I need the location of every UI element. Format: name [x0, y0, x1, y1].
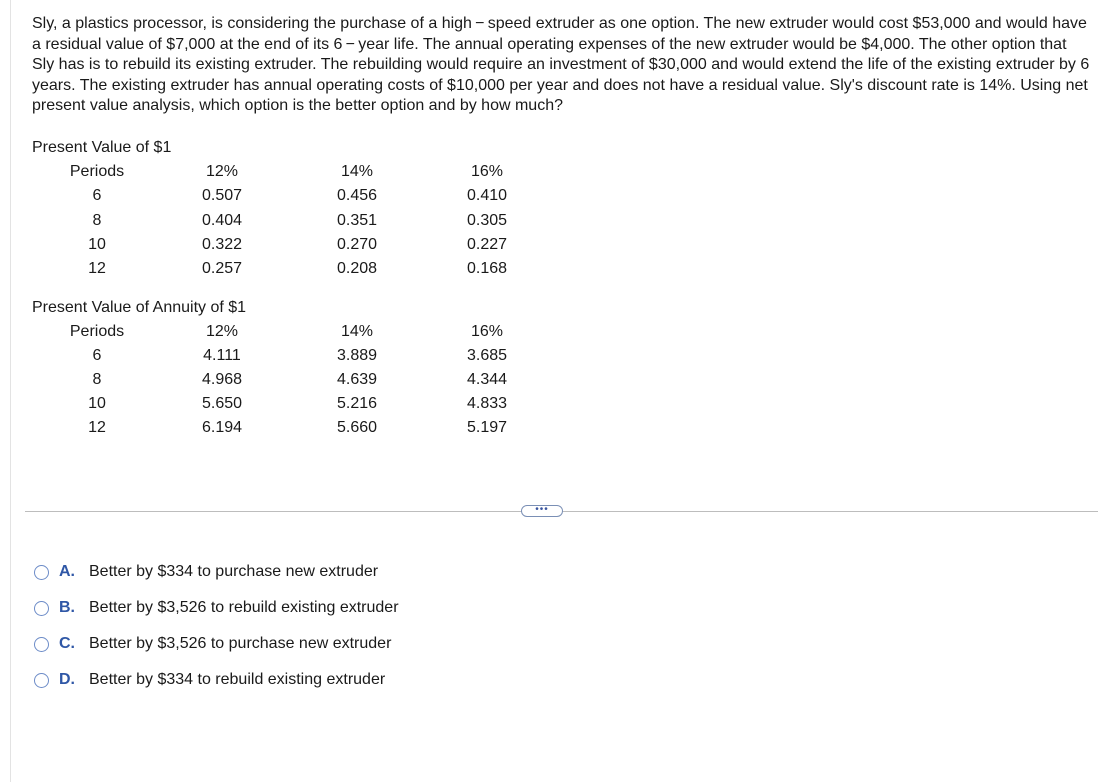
option-letter: C. — [59, 635, 75, 652]
pv-header-16: 16% — [470, 163, 504, 180]
pv-cell: 0.208 — [336, 260, 378, 277]
annuity-table-title: Present Value of Annuity of $1 — [32, 299, 247, 316]
annuity-cell: 8 — [92, 371, 102, 388]
option-d[interactable] — [34, 669, 385, 691]
pv-cell: 12 — [88, 260, 106, 277]
annuity-cell: 5.660 — [336, 419, 378, 436]
question-text: Sly, a plastics processor, is considering the purchase of a high − speed extruder as one option. The new extruder would cost $53,000 and would have a residual value of $7,000 at the end of its 6 − year life. The annual operating expenses of the new extruder would be $4,000. The other option that Sly has is to rebuild its existing extruder. The rebuilding would require an investment of $30,000 and would extend the life of the existing extruder by 6 years. The existing extruder has annual operating costs of $10,000 per year and does not have a residual value. Sly's discount rate is 14%. Using net present value analysis, which option is the better option and by how much? — [32, 15, 1090, 114]
annuity-header-periods: Periods — [69, 323, 125, 340]
pv-cell: 6 — [92, 187, 102, 204]
option-letter: B. — [59, 599, 75, 616]
annuity-cell: 4.344 — [466, 371, 508, 388]
option-text: Better by $3,526 to rebuild existing extruder — [89, 599, 399, 616]
pv-cell: 0.270 — [336, 236, 378, 253]
pv-cell: 0.410 — [466, 187, 508, 204]
pv-cell: 0.257 — [201, 260, 243, 277]
pv-cell: 0.168 — [466, 260, 508, 277]
pv-header-12: 12% — [205, 163, 239, 180]
pv-header-14: 14% — [340, 163, 374, 180]
annuity-cell: 4.639 — [336, 371, 378, 388]
annuity-cell: 6 — [92, 347, 102, 364]
pv-cell: 0.507 — [201, 187, 243, 204]
pv-cell: 0.351 — [336, 212, 378, 229]
option-letter: D. — [59, 671, 75, 688]
pv-cell: 0.456 — [336, 187, 378, 204]
pv-cell: 0.227 — [466, 236, 508, 253]
option-c[interactable] — [34, 633, 391, 655]
option-b[interactable] — [34, 597, 399, 619]
annuity-cell: 5.216 — [336, 395, 378, 412]
option-a[interactable] — [34, 561, 378, 583]
annuity-cell: 5.197 — [466, 419, 508, 436]
radio-icon[interactable] — [34, 565, 49, 580]
annuity-cell: 3.889 — [336, 347, 378, 364]
pv-cell: 8 — [92, 212, 102, 229]
annuity-header-14: 14% — [340, 323, 374, 340]
annuity-cell: 3.685 — [466, 347, 508, 364]
option-text: Better by $3,526 to purchase new extruder — [89, 635, 392, 652]
radio-icon[interactable] — [34, 637, 49, 652]
annuity-header-12: 12% — [205, 323, 239, 340]
more-options-button[interactable]: ••• — [521, 505, 563, 517]
left-border — [10, 0, 11, 782]
pv-header-periods: Periods — [69, 163, 125, 180]
option-text: Better by $334 to rebuild existing extruder — [89, 671, 386, 688]
pv-cell: 10 — [88, 236, 106, 253]
annuity-cell: 6.194 — [201, 419, 243, 436]
annuity-cell: 4.833 — [466, 395, 508, 412]
pv-cell: 0.404 — [201, 212, 243, 229]
annuity-cell: 4.111 — [203, 347, 241, 364]
annuity-cell: 10 — [88, 395, 106, 412]
annuity-cell: 12 — [88, 419, 106, 436]
radio-icon[interactable] — [34, 601, 49, 616]
annuity-cell: 4.968 — [201, 371, 243, 388]
option-text: Better by $334 to purchase new extruder — [89, 563, 379, 580]
pv-cell: 0.305 — [466, 212, 508, 229]
pv-table-title: Present Value of $1 — [32, 139, 172, 156]
radio-icon[interactable] — [34, 673, 49, 688]
annuity-header-16: 16% — [470, 323, 504, 340]
option-letter: A. — [59, 563, 75, 580]
annuity-cell: 5.650 — [201, 395, 243, 412]
pv-cell: 0.322 — [201, 236, 243, 253]
